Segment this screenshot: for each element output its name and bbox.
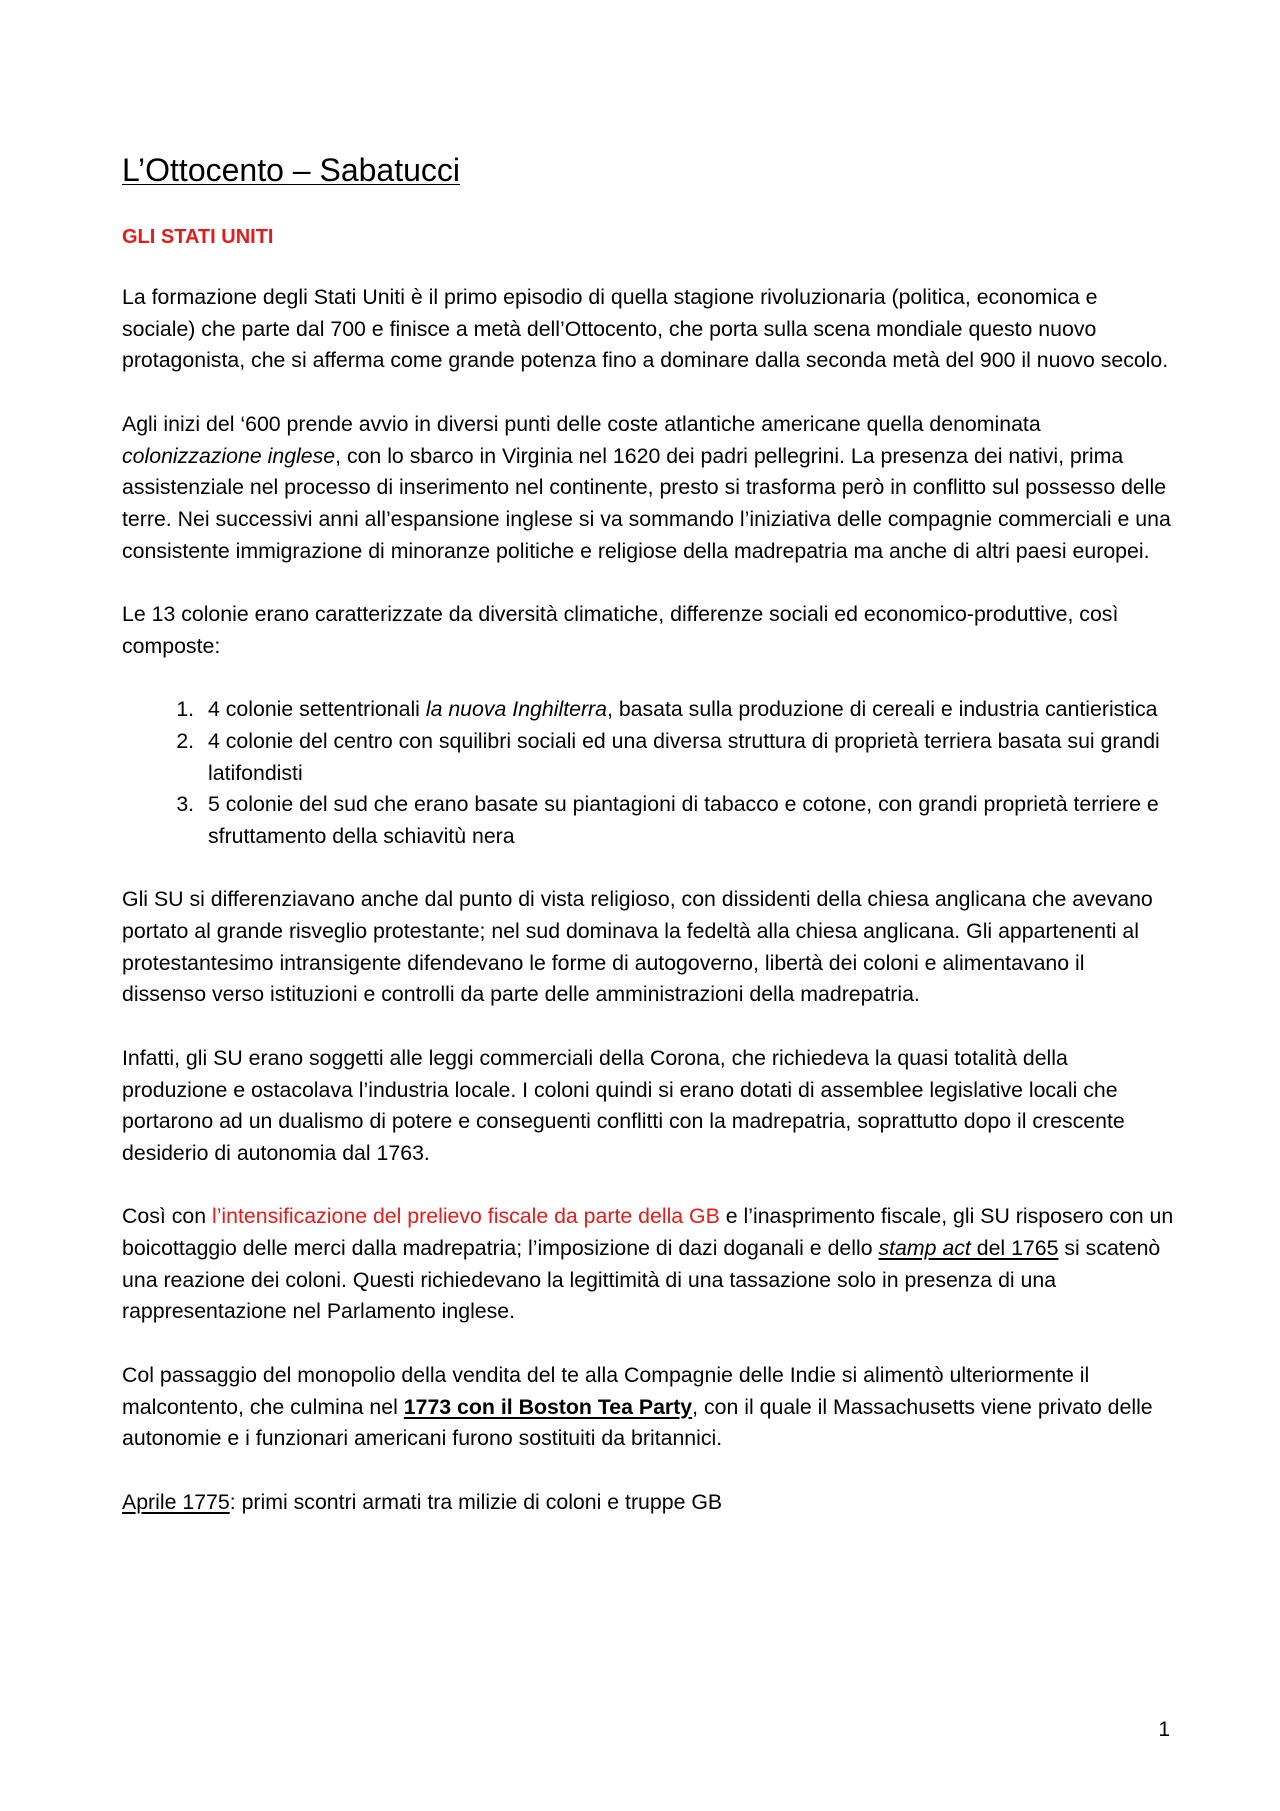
paragraph-2-text-a: Agli inizi del ‘600 prende avvio in diversi punti delle coste atlantiche americane quella denominata (122, 411, 1041, 436)
paragraph-5 (122, 1043, 1174, 1170)
paragraph-2-text-b: , con lo sbarco in Virginia nel 1620 dei padri pellegrini. La presenza dei nativi, prima assistenziale nel processo di inserimento nel continente, presto si trasforma però in conflitto sul possesso delle terre. Nei successivi anni all’espansione inglese si va sommando l’iniziativa delle compagnie commerciali e una consistente immigrazione di minoranze politiche e religiose della madrepatria ma anche di altri paesi europei. (122, 443, 1171, 563)
april-1775-date: Aprile 1775 (122, 1489, 230, 1514)
page-content (122, 150, 1174, 1550)
paragraph-7 (122, 1360, 1174, 1455)
colonies-list (122, 694, 1174, 853)
paragraph-2-italic: colonizzazione inglese (122, 443, 336, 468)
paragraph-1-text: La formazione degli Stati Uniti è il primo episodio di quella stagione rivoluzionaria (politica, economica e sociale) che parte dal 700 e finisce a metà dell’Ottocento, che porta sulla scena mondiale questo nuovo protagonista, che si afferma come grande potenza fino a dominare dalla seconda metà del 900 il nuovo secolo. (122, 285, 1169, 373)
list-item-1-text-b: , basata sulla produzione di cereali e industria cantieristica (606, 697, 1158, 722)
paragraph-6-text-a: Così con (122, 1204, 212, 1229)
paragraph-6-text-b: e l’inasprimento fiscale, gli SU risposero con un boicottaggio delle merci dalla madrepatria; l’imposizione di dazi doganali e dello (122, 1204, 1174, 1260)
list-item-2-text: 4 colonie del centro con squilibri sociali ed una diversa struttura di proprietà terriera basata sui grandi latifondisti (208, 728, 1160, 785)
paragraph-4 (122, 884, 1174, 1011)
list-item-1-italic: la nuova Inghilterra (425, 697, 607, 722)
paragraph-4-text: Gli SU si differenziavano anche dal punto di vista religioso, con dissidenti della chiesa anglicana che avevano portato al grande risveglio protestante; nel sud dominava la fedeltà alla chiesa anglicana. Gli appartenenti al protestantesimo intransigente difendevano le forme di autogoverno, libertà dei coloni e alimentavano il dissenso verso istituzioni e controlli da parte delle amministrazioni della madrepatria. (122, 887, 1153, 1007)
paragraph-3-text: Le 13 colonie erano caratterizzate da diversità climatiche, differenze sociali ed economico-produttive, così composte: (122, 602, 1119, 658)
document-title: L’Ottocento – Sabatucci (122, 152, 460, 188)
list-item-1-text-a: 4 colonie settentrionali (208, 697, 426, 722)
paragraph-7-text-b: , con il quale il Massachusetts viene privato delle autonomie e i funzionari americani furono sostituiti da britannici. (122, 1394, 1153, 1451)
list-item (200, 726, 1174, 789)
paragraph-1 (122, 282, 1174, 377)
paragraph-2 (122, 409, 1174, 568)
paragraph-7-text-a: Col passaggio del monopolio della vendita del te alla Compagnie delle Indie si alimentò ulteriormente il malcontento, che culmina nel (122, 1362, 1090, 1419)
paragraph-6-text-c: si scatenò una reazione dei coloni. Questi richiedevano la legittimità di una tassazione solo in presenza di una rappresentazione nel Parlamento inglese. (122, 1236, 1161, 1324)
paragraph-5-text: Infatti, gli SU erano soggetti alle leggi commerciali della Corona, che richiedeva la quasi totalità della produzione e ostacolava l’industria locale. I coloni quindi si erano dotati di assemblee legislative locali che portarono ad un dualismo di potere e conseguenti conflitti con la madrepatria, soprattutto dopo il crescente desiderio di autonomia dal 1763. (122, 1045, 1125, 1165)
list-item (200, 694, 1174, 726)
stamp-act-year: del 1765 (970, 1236, 1059, 1260)
paragraph-6 (122, 1201, 1174, 1328)
section-heading: GLI STATI UNITI (122, 226, 274, 248)
paragraph-3 (122, 599, 1174, 662)
page-number: 1 (1158, 1718, 1170, 1741)
list-item (200, 789, 1174, 852)
stamp-act-italic: stamp act (878, 1236, 971, 1260)
list-item-3-text: 5 colonie del sud che erano basate su piantagioni di tabacco e cotone, con grandi proprietà terriere e sfruttamento della schiavitù nera (208, 792, 1159, 848)
paragraph-8 (122, 1487, 1174, 1519)
stamp-act-reference (878, 1236, 1058, 1260)
paragraph-6-red-highlight: l’intensificazione del prelievo fiscale da parte della GB (211, 1204, 720, 1229)
paragraph-8-text: : primi scontri armati tra milizie di coloni e truppe GB (229, 1489, 723, 1514)
boston-tea-party-highlight: 1773 con il Boston Tea Party (403, 1394, 693, 1419)
